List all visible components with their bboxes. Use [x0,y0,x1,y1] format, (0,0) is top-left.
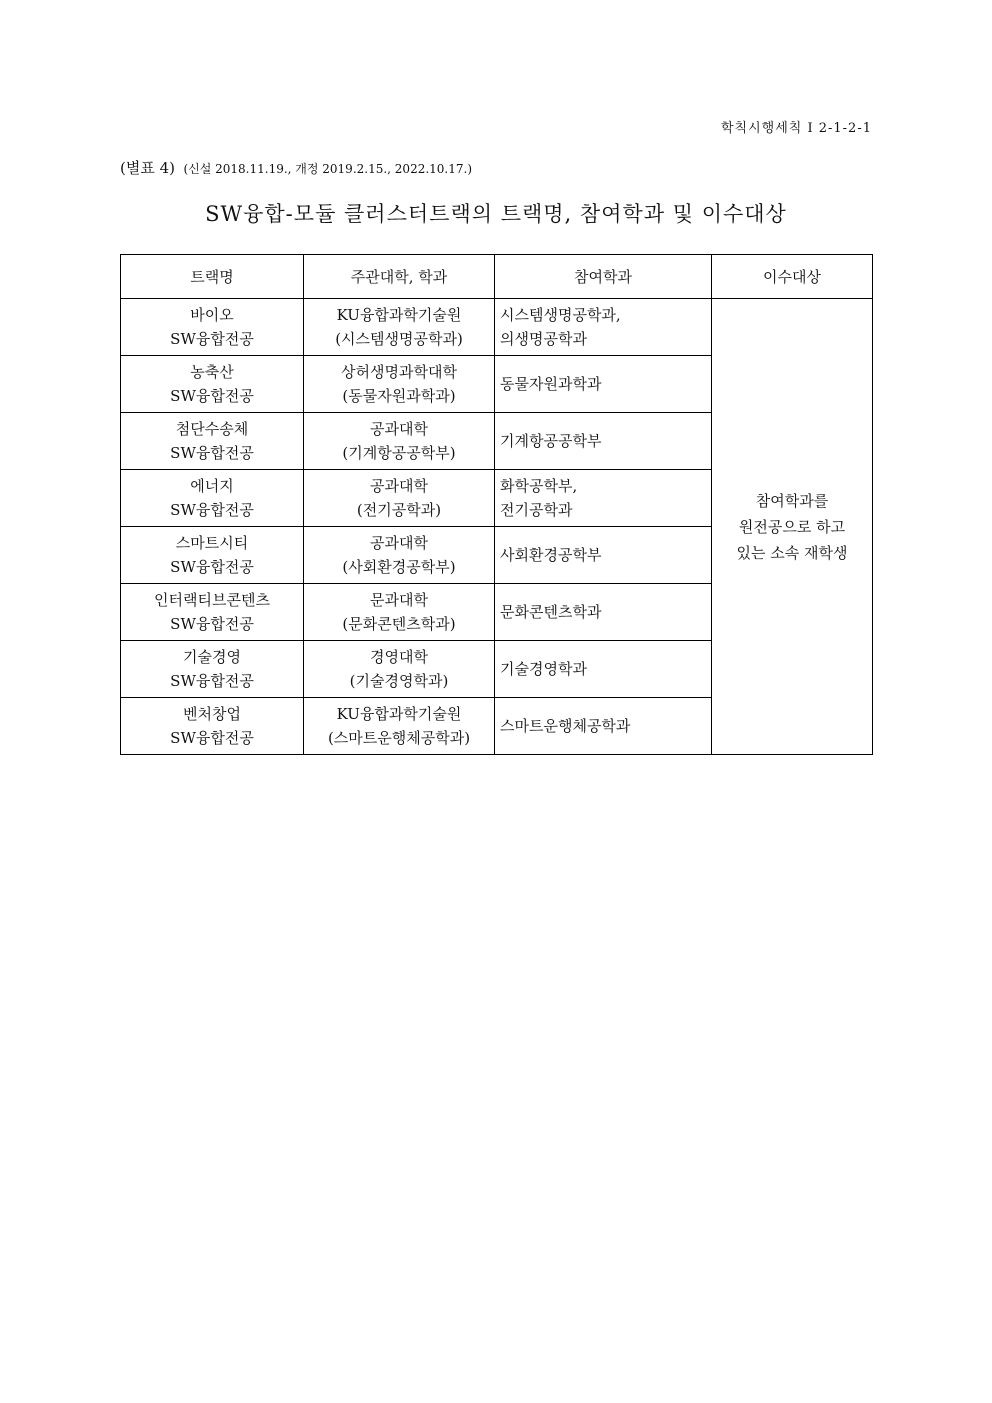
dept-cell [495,299,712,356]
host-cell [304,527,495,584]
track-name-cell [121,299,304,356]
track-major: SW융합전공 [170,387,254,405]
host-cell [304,470,495,527]
host-cell [304,641,495,698]
track-major: SW융합전공 [170,330,254,348]
dept-cell [495,356,712,413]
track-major: SW융합전공 [170,672,254,690]
header-host-college: 주관대학, 학과 [304,255,495,299]
track-name: 에너지 [190,477,234,495]
dept-cell [495,641,712,698]
host-cell [304,584,495,641]
host-college: KU융합과학기술원 [336,705,462,723]
track-name: 스마트시티 [175,534,249,552]
track-name-cell [121,584,304,641]
participating-dept: 의생명공학과 [500,330,587,348]
participating-dept: 동물자원과학과 [500,375,602,393]
dept-cell [495,584,712,641]
eligibility-cell [712,299,873,755]
participating-dept: 기계항공공학부 [500,432,602,450]
track-name: 인터랙티브콘텐츠 [154,591,270,609]
track-name: 농축산 [190,363,234,381]
track-major: SW융합전공 [170,558,254,576]
host-college: KU융합과학기술원 [336,306,462,324]
track-name-cell [121,470,304,527]
host-college: 문과대학 [370,591,428,609]
host-cell [304,698,495,755]
header-eligibility: 이수대상 [712,255,873,299]
header-track-name: 트랙명 [121,255,304,299]
eligibility-line: 있는 소속 재학생 [736,543,848,562]
track-major: SW융합전공 [170,444,254,462]
annex-note [120,157,472,178]
host-dept: (전기공학과) [356,501,442,519]
participating-dept: 스마트운행체공학과 [500,717,631,735]
track-name-cell [121,413,304,470]
track-major: SW융합전공 [170,615,254,633]
host-dept: (동물자원과학과) [342,387,456,405]
dept-cell [495,527,712,584]
participating-dept: 문화콘텐츠학과 [500,603,602,621]
track-name-cell [121,356,304,413]
track-name-cell [121,698,304,755]
track-major: SW융합전공 [170,501,254,519]
track-name-cell [121,641,304,698]
annex-history: (신설 2018.11.19., 개정 2019.2.15., 2022.10.17.) [183,162,473,176]
eligibility-line: 원전공으로 하고 [738,517,846,536]
document-title: SW융합-모듈 클러스터트랙의 트랙명, 참여학과 및 이수대상 [205,202,787,226]
track-name: 벤처창업 [183,705,241,723]
participating-dept: 화학공학부, [500,477,578,495]
dept-cell [495,470,712,527]
annex-label: (별표 4) [120,159,175,177]
track-name: 바이오 [190,306,234,324]
host-college: 공과대학 [370,420,428,438]
dept-cell [495,698,712,755]
header-participating-dept: 참여학과 [495,255,712,299]
host-college: 경영대학 [370,648,428,666]
track-name: 첨단수송체 [175,420,249,438]
track-major: SW융합전공 [170,729,254,747]
host-dept: (시스템생명공학과) [335,330,463,348]
track-table [120,254,873,755]
eligibility-line: 참여학과를 [755,491,829,510]
track-name-cell [121,527,304,584]
dept-cell [495,413,712,470]
host-dept: (사회환경공학부) [342,558,456,576]
host-college: 상허생명과학대학 [341,363,457,381]
host-cell [304,356,495,413]
participating-dept: 시스템생명공학과, [500,306,621,324]
host-college: 공과대학 [370,534,428,552]
host-dept: (기술경영학과) [349,672,449,690]
host-dept: (문화콘텐츠학과) [342,615,456,633]
host-college: 공과대학 [370,477,428,495]
table-header-row [121,255,873,299]
host-cell [304,299,495,356]
table-row [121,299,873,356]
track-name: 기술경영 [183,648,241,666]
participating-dept: 기술경영학과 [500,660,587,678]
host-dept: (기계항공공학부) [342,444,456,462]
participating-dept: 사회환경공학부 [500,546,602,564]
host-dept: (스마트운행체공학과) [327,729,471,747]
host-cell [304,413,495,470]
regulation-reference: 학칙시행세칙 Ⅰ 2-1-2-1 [720,121,872,136]
participating-dept: 전기공학과 [500,501,573,519]
